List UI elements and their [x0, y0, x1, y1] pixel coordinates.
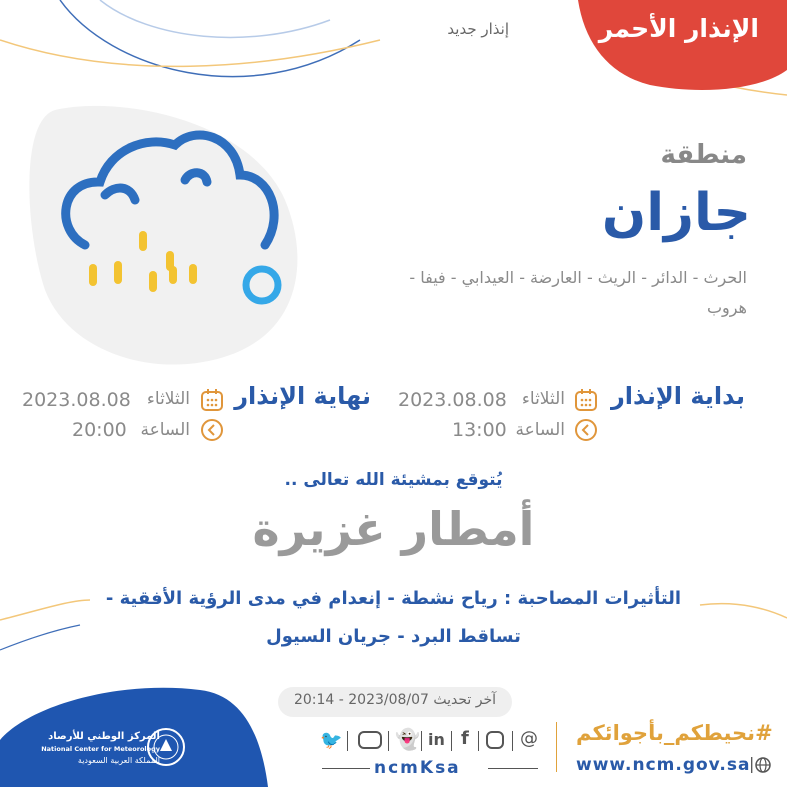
- divider: [421, 731, 422, 751]
- alert-status-label: إنذار جديد: [447, 20, 509, 38]
- start-day: الثلاثاء: [521, 389, 565, 409]
- end-title: نهاية الإنذار: [234, 382, 371, 410]
- start-time: 13:00: [452, 419, 507, 441]
- forecast-effects-line2: تساقط البرد - جريان السيول: [266, 626, 521, 647]
- threads-icon[interactable]: @: [520, 728, 538, 749]
- divider: [556, 722, 557, 772]
- org-country: المملكة العربية السعودية: [77, 756, 160, 765]
- divider: [347, 731, 348, 751]
- alert-level-title: الإنذار الأحمر: [598, 14, 759, 43]
- org-name-english: National Center for Meteorology: [41, 745, 160, 753]
- divider: [322, 768, 370, 769]
- hashtag: #نحيطكم_بأجوائكم: [576, 721, 773, 745]
- social-handle[interactable]: ncmKsa: [374, 758, 461, 778]
- region-areas-line1: الحرث - الدائر - الريث - العارضة - العيدابي - فيفا -: [409, 268, 747, 287]
- divider: [478, 731, 479, 751]
- region-name: جازان: [601, 183, 751, 243]
- region-label: منطقة: [660, 140, 747, 170]
- snapchat-icon[interactable]: 👻: [395, 727, 420, 751]
- end-time: 20:00: [72, 419, 127, 441]
- divider: [388, 731, 389, 751]
- calendar-icon: [574, 388, 598, 416]
- divider: |: [749, 754, 755, 773]
- chevron-left-icon: [200, 418, 224, 446]
- forecast-headline: أمطار غزيرة: [252, 502, 535, 556]
- divider: [451, 731, 452, 751]
- divider: [512, 731, 513, 751]
- instagram-icon[interactable]: [486, 731, 504, 749]
- facebook-icon[interactable]: f: [461, 728, 469, 749]
- youtube-icon[interactable]: [358, 731, 382, 749]
- update-text: آخر تحديث 2023/08/07 - 20:14: [293, 692, 497, 708]
- twitter-icon[interactable]: 🐦: [320, 730, 343, 751]
- forecast-effects-line1: التأثيرات المصاحبة : رياح نشطة - إنعدام في مدى الرؤية الأفقية -: [105, 588, 682, 609]
- end-date: 2023.08.08: [22, 389, 131, 411]
- region-areas-line2: هروب: [706, 298, 747, 317]
- website-link[interactable]: www.ncm.gov.sa: [576, 755, 751, 775]
- calendar-icon: [200, 388, 224, 416]
- divider: [488, 768, 538, 769]
- globe-icon: [755, 757, 771, 777]
- start-title: بداية الإنذار: [610, 382, 745, 410]
- org-name-arabic: المركز الوطني للأرصاد: [48, 731, 160, 742]
- chevron-left-icon: [574, 418, 598, 446]
- start-date: 2023.08.08: [398, 389, 507, 411]
- end-time-label: الساعة: [140, 420, 190, 440]
- circle-accent-icon: [240, 263, 284, 307]
- end-day: الثلاثاء: [146, 389, 190, 409]
- linkedin-icon[interactable]: in: [428, 730, 445, 749]
- start-time-label: الساعة: [515, 420, 565, 440]
- forecast-intro: يُتوقع بمشيئة الله تعالى ..: [284, 470, 503, 490]
